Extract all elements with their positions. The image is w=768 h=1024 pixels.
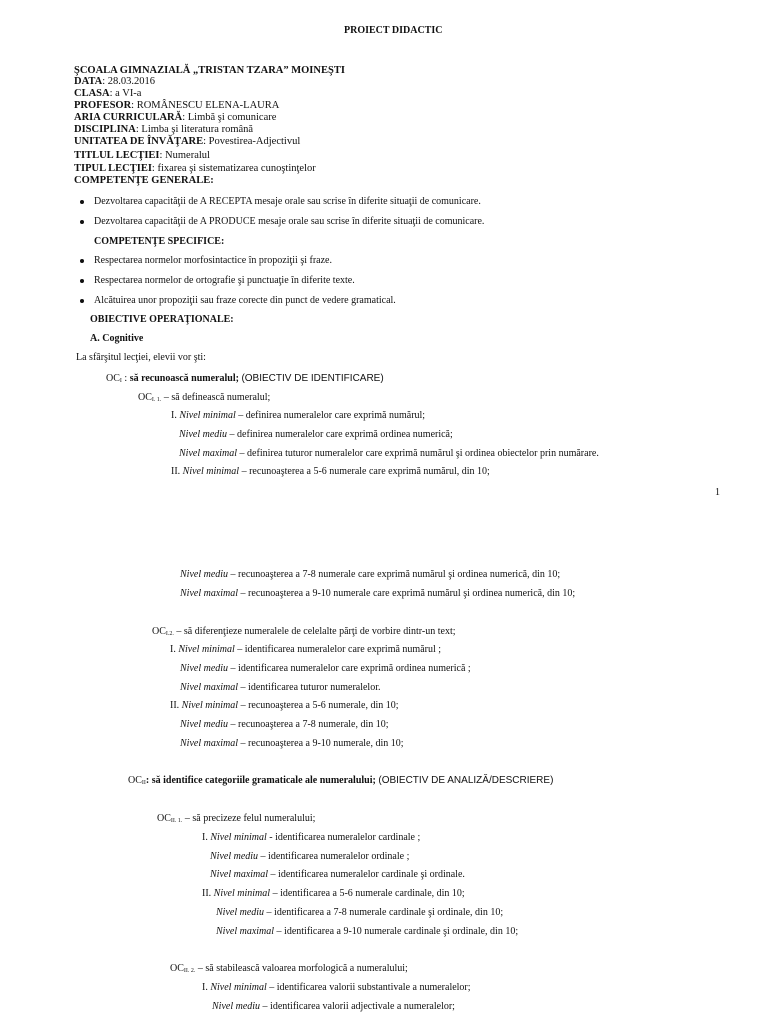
field-teacher: PROFESOR: ROMÂNESCU ELENA-LAURA [74,100,280,111]
level-row: Nivel mediu – identificarea valorii adjectivale a numeralelor; [212,1001,455,1012]
cognitive-title: A. Cognitive [90,333,144,344]
list-item: Respectarea normelor de ortografie şi punctuaţie în diferite texte. [94,275,355,286]
general-competences-title: COMPETENŢE GENERALE: [74,175,214,186]
level-row: Nivel mediu – identificarea a 7-8 numerale cardinale şi ordinale, din 10; [216,907,504,918]
field-discipline: DISCIPLINA: Limba şi literatura română [74,124,254,135]
level-row: I. Nivel minimal – identificarea numeralelor care exprimă numărul ; [170,644,442,655]
level-row: I. Nivel minimal – identificarea valorii substantivale a numeralelor; [202,982,471,993]
field-lesson-type: TIPUL LECŢIEI: fixarea şi sistematizarea cunoştinţelor [74,163,316,174]
school-name: ŞCOALA GIMNAZIALĂ „TRISTAN TZARA” MOINEŞTI [74,65,345,76]
list-item: Respectarea normelor morfosintactice în propoziţii şi fraze. [94,255,332,266]
intro-text: La sfârşitul lecţiei, elevii vor şti: [76,352,206,363]
field-lesson-title: TITLUL LECŢIEI: Numeralul [74,150,210,161]
field-area: ARIA CURRICULARĂ: Limbă şi comunicare [74,112,277,123]
level-row: I. Nivel minimal - identificarea numeralelor cardinale ; [202,832,421,843]
field-date: DATA: 28.03.2016 [74,76,155,87]
level-row: Nivel maximal – identificarea numeralelor cardinale şi ordinale. [210,869,465,880]
objective-oc1-1: OCI. 1. – să definească numeralul; [138,392,271,403]
field-unit: UNITATEA DE ÎNVĂŢARE: Povestirea-Adjectivul [74,136,301,147]
level-row: Nivel mediu – definirea numeralelor care exprimă ordinea numerică; [179,429,453,440]
level-row: Nivel mediu – identificarea numeralelor ordinale ; [210,851,410,862]
objective-oc1: OCI : să recunoască numeralul; (OBIECTIV DE IDENTIFICARE) [106,373,384,384]
specific-competences-title: COMPETENŢE SPECIFICE: [94,236,225,247]
objectives-title: OBIECTIVE OPERAŢIONALE: [90,314,234,325]
objective-oc2-1: OCII. 1. – să precizeze felul numeralului; [157,813,316,824]
objective-oc1-2: OCI.2. – să diferenţieze numeralele de celelalte părţi de vorbire dintr-un text; [152,626,456,637]
bullet-icon [80,200,84,204]
level-row: II. Nivel minimal – identificarea a 5-6 numerale cardinale, din 10; [202,888,465,899]
level-row: Nivel mediu – recunoaşterea a 7-8 numerale, din 10; [180,719,389,730]
objective-oc2-2: OCII. 2. – să stabilească valoarea morfologică a numeralului; [170,963,408,974]
level-row: Nivel mediu – identificarea numeralelor care exprimă ordinea numerică ; [180,663,471,674]
level-row: Nivel mediu – recunoaşterea a 7-8 numerale care exprimă numărul şi ordinea numerică, din 10; [180,569,561,580]
list-item: Dezvoltarea capacităţii de A RECEPTA mesaje orale sau scrise în diferite situaţii de comunicare. [94,196,481,207]
bullet-icon [80,220,84,224]
field-class: CLASA: a VI-a [74,88,142,99]
objective-oc2: OCII: să identifice categoriile gramaticale ale numeralului; (OBIECTIV DE ANALIZĂ/DESCRIERE) [128,775,554,786]
list-item: Dezvoltarea capacităţii de A PRODUCE mesaje orale sau scrise în diferite situaţii de comunicare. [94,216,485,227]
level-row: Nivel maximal – identificarea a 9-10 numerale cardinale şi ordinale, din 10; [216,926,519,937]
list-item: Alcătuirea unor propoziţii sau fraze corecte din punct de vedere gramatical. [94,295,396,306]
level-row: Nivel maximal – recunoaşterea a 9-10 numerale, din 10; [180,738,404,749]
page-title: PROIECT DIDACTIC [344,25,443,36]
level-row: II. Nivel minimal – recunoaşterea a 5-6 numerale care exprimă numărul, din 10; [171,466,490,477]
page-number: 1 [715,487,720,498]
bullet-icon [80,259,84,263]
level-row: II. Nivel minimal – recunoaşterea a 5-6 numerale, din 10; [170,700,399,711]
level-row: Nivel maximal – definirea tuturor numeralelor care exprimă numărul şi ordinea obiectelor prin numărare. [179,448,599,459]
level-row: Nivel maximal – recunoaşterea a 9-10 numerale care exprimă numărul şi ordinea numerică, din 10; [180,588,576,599]
bullet-icon [80,279,84,283]
level-row: Nivel maximal – identificarea tuturor numeralelor. [180,682,381,693]
level-row: I. Nivel minimal – definirea numeralelor care exprimă numărul; [171,410,426,421]
bullet-icon [80,299,84,303]
